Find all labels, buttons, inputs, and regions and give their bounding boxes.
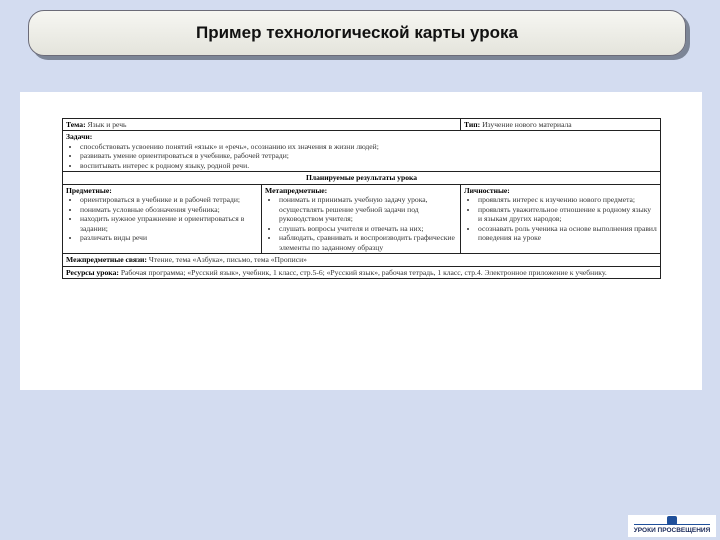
topic-label: Тема: bbox=[66, 120, 86, 129]
subject-label: Предметные: bbox=[66, 185, 112, 195]
tasks-cell bbox=[63, 131, 661, 172]
task-item: • способствовать усвоению понятий «язык» и «речь», осознанию их значения в жизни людей; bbox=[80, 142, 657, 151]
links-row bbox=[63, 254, 661, 266]
resources-value: Рабочая программа; «Русский язык», учебник, 1 класс, стр.5-6; «Русский язык», рабочая тетрадь, 1 класс, стр.4. Электронное приложение к учебнику. bbox=[120, 267, 607, 277]
task-item: • развивать умение ориентироваться в учебнике, рабочей тетради; bbox=[80, 151, 657, 160]
personal-item: • проявлять уважительное отношение к родному языку и языкам других народов; bbox=[478, 205, 657, 224]
slide-title-banner bbox=[28, 10, 686, 56]
publisher-logo bbox=[628, 515, 716, 537]
resources-row bbox=[63, 266, 661, 278]
meta-item: • понимать и принимать учебную задачу урока, осуществлять решение учебной задачи под руководством учителя; bbox=[279, 195, 457, 223]
subject-item: • различать виды речи bbox=[80, 233, 258, 242]
type-value: Изучение нового материала bbox=[482, 120, 572, 129]
resources-cell bbox=[63, 266, 661, 278]
meta-item: • наблюдать, сравнивать и воспроизводить графические элементы по заданному образцу bbox=[279, 233, 457, 252]
subject-list bbox=[66, 195, 258, 242]
personal-label: Личностные: bbox=[464, 185, 510, 195]
meta-results-cell bbox=[262, 184, 461, 253]
slide-title: Пример технологической карты урока bbox=[196, 23, 518, 42]
task-item: • воспитывать интерес к родному языку, родной речи. bbox=[80, 161, 657, 170]
resources-label: Ресурсы урока: bbox=[66, 267, 119, 277]
personal-item: • осознавать роль ученика на основе выполнения правил поведения на уроке bbox=[478, 224, 657, 243]
subject-item: • ориентироваться в учебнике и в рабочей тетради; bbox=[80, 195, 258, 204]
links-cell bbox=[63, 254, 661, 266]
logo-line bbox=[634, 524, 710, 525]
meta-list bbox=[265, 195, 457, 252]
subject-item: • находить нужное упражнение и ориентироваться в задании; bbox=[80, 214, 258, 233]
topic-cell bbox=[63, 119, 461, 131]
type-label: Тип: bbox=[464, 120, 481, 129]
logo-text: УРОКИ ПРОСВЕЩЕНИЯ bbox=[633, 527, 711, 534]
meta-label: Метапредметные: bbox=[265, 185, 328, 195]
subject-results-cell bbox=[63, 184, 262, 253]
personal-results-cell bbox=[461, 184, 661, 253]
results-heading-row bbox=[63, 172, 661, 184]
topic-row bbox=[63, 119, 661, 131]
lesson-card-table bbox=[62, 118, 661, 279]
personal-list bbox=[464, 195, 657, 242]
links-value: Чтение, тема «Азбука», письмо, тема «Прописи» bbox=[148, 255, 307, 265]
personal-item: • проявлять интерес к изучению нового предмета; bbox=[478, 195, 657, 204]
meta-item: • слушать вопросы учителя и отвечать на них; bbox=[279, 224, 457, 233]
tasks-label: Задачи: bbox=[66, 132, 93, 142]
topic-value: Язык и речь bbox=[87, 120, 127, 129]
tasks-list bbox=[66, 142, 657, 170]
links-label: Межпредметные связи: bbox=[66, 255, 147, 265]
subject-item: • понимать условные обозначения учебника; bbox=[80, 205, 258, 214]
type-cell bbox=[461, 119, 661, 131]
tasks-row bbox=[63, 131, 661, 172]
results-heading: Планируемые результаты урока bbox=[63, 172, 661, 184]
lesson-card-document bbox=[20, 92, 702, 390]
results-row bbox=[63, 184, 661, 253]
